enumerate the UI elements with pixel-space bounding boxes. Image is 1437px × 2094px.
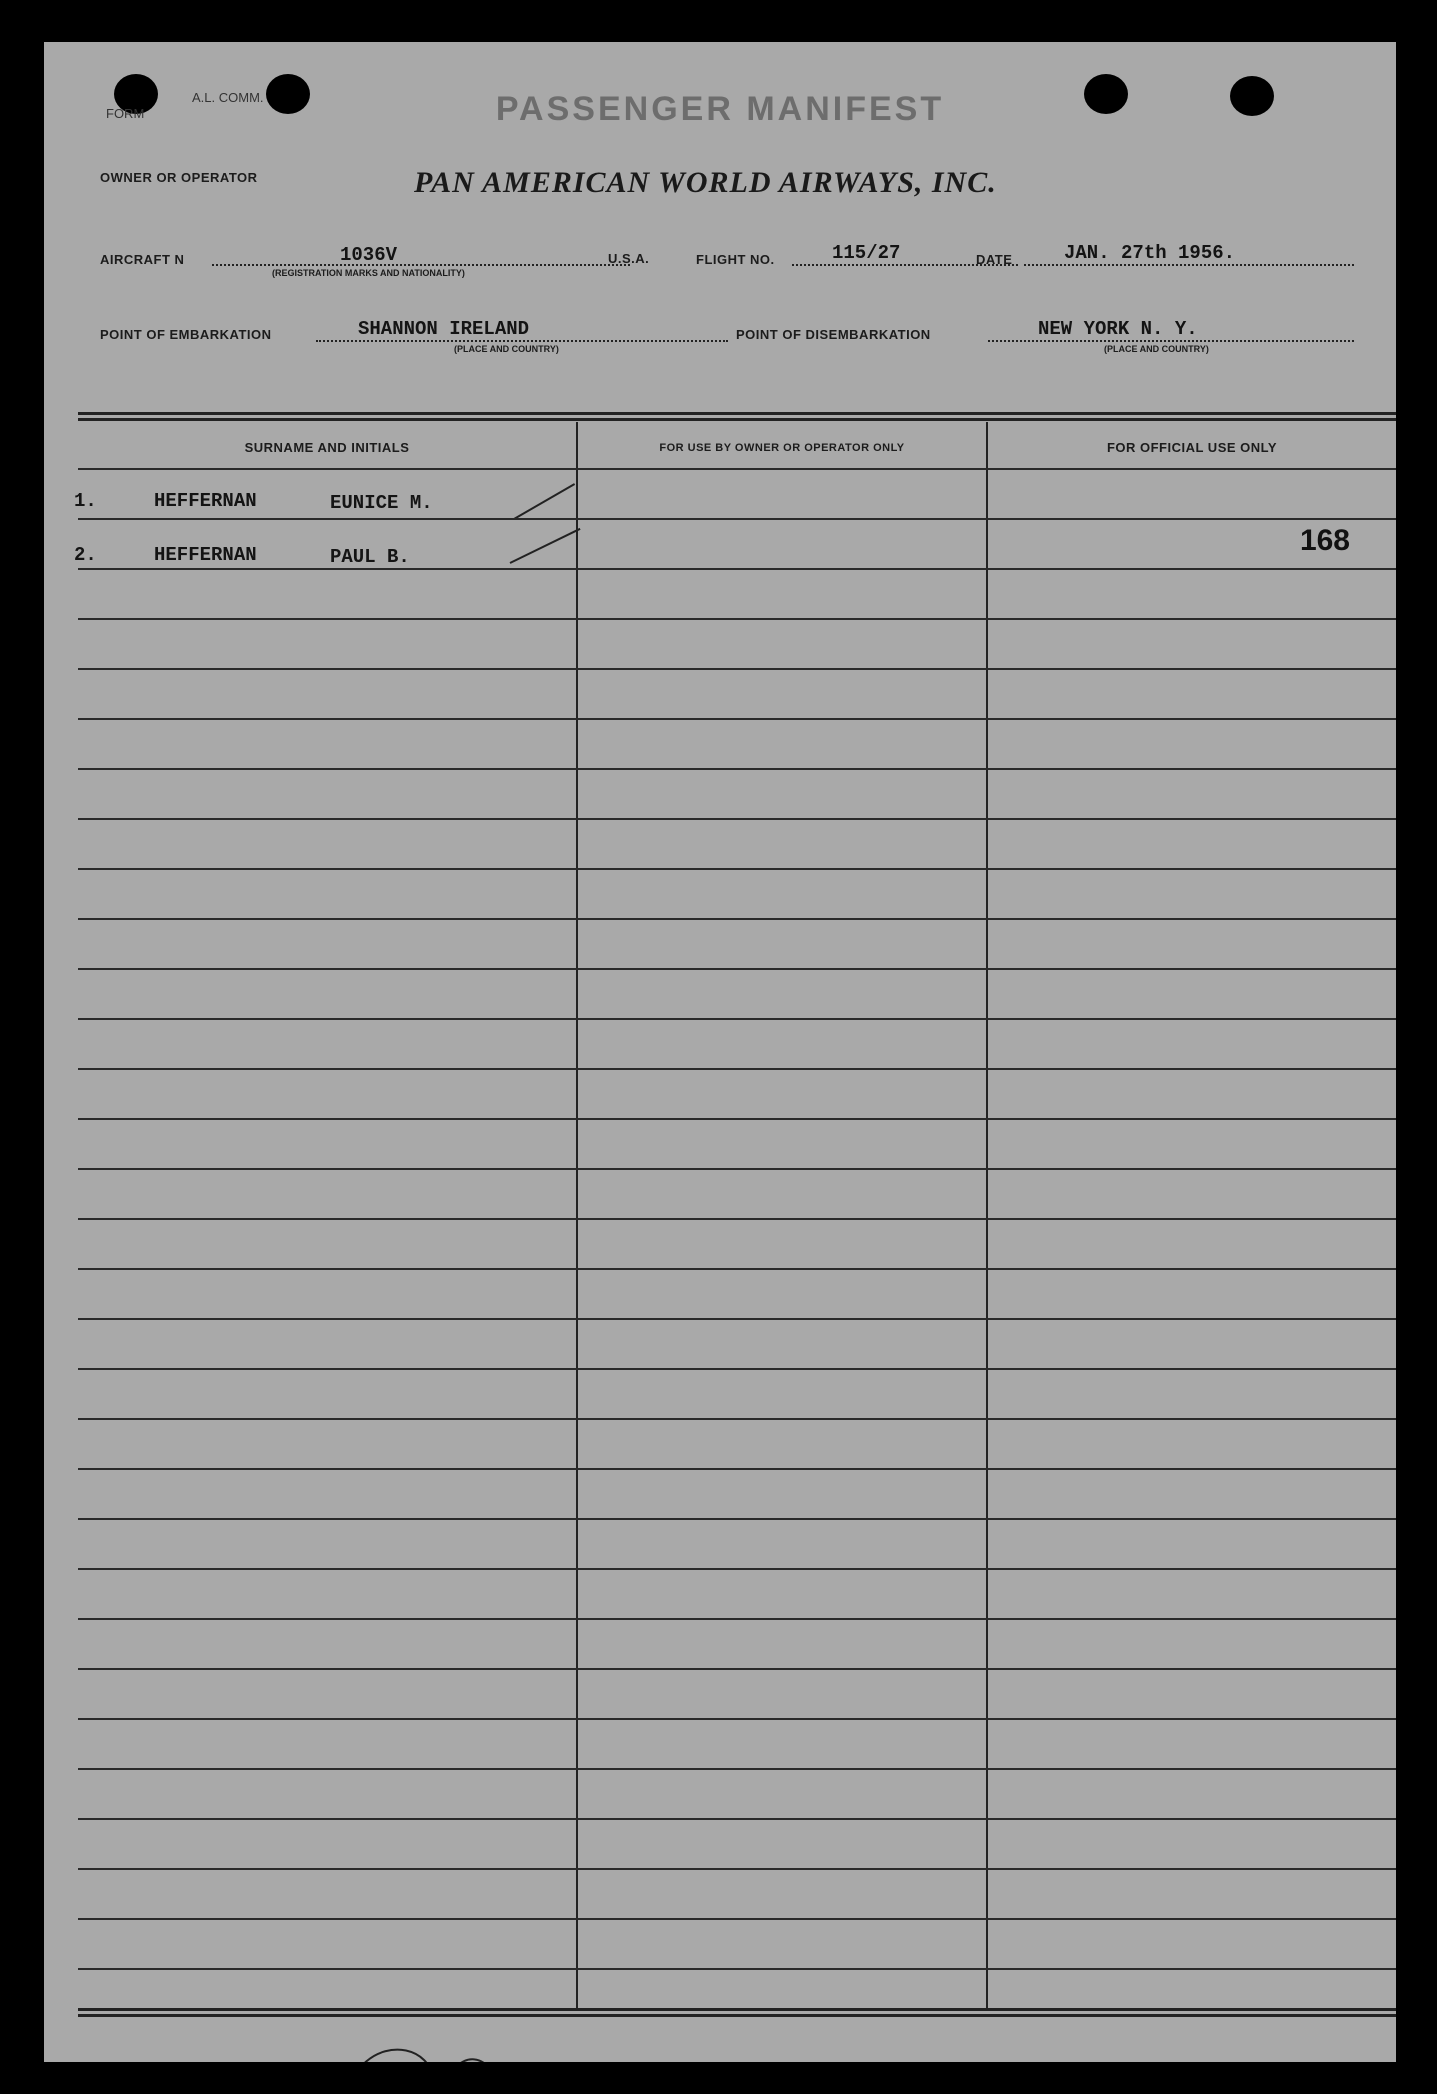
disembarkation-underline (988, 340, 1354, 342)
operator-name: PAN AMERICAN WORLD AIRWAYS, INC. (414, 166, 997, 199)
aircraft-sublabel: (REGISTRATION MARKS AND NATIONALITY) (272, 268, 465, 278)
page-title: PASSENGER MANIFEST (495, 90, 945, 128)
stamp-line-1: A.L. COMM. (192, 90, 264, 105)
col-header-names: SURNAME AND INITIALS (244, 440, 410, 455)
table-row-rule (78, 568, 1396, 570)
table-row-rule (78, 1268, 1396, 1270)
table-row-rule (78, 1818, 1396, 1820)
header-row-rule (78, 468, 1396, 470)
passenger-surname: HEFFERNAN (154, 544, 257, 566)
aircraft-registration: 1036V (340, 244, 398, 266)
table-row-rule (78, 1168, 1396, 1170)
table-row-rule (78, 1668, 1396, 1670)
flight-number: 115/27 (832, 242, 901, 264)
manifest-sheet (44, 42, 1396, 2062)
flight-label: FLIGHT NO. (696, 252, 775, 267)
col-header-official-use: FOR OFFICIAL USE ONLY (1106, 440, 1278, 455)
table-row-rule (78, 1418, 1396, 1420)
table-row-rule (78, 1368, 1396, 1370)
embarkation-value: SHANNON IRELAND (358, 318, 530, 340)
date-label: DATE (976, 252, 1013, 267)
table-row-rule (78, 1468, 1396, 1470)
official-number: 168 (1299, 524, 1350, 557)
header-divider (78, 418, 1396, 421)
aircraft-label: AIRCRAFT N (100, 252, 185, 267)
country-label: U.S.A. (608, 251, 650, 266)
table-row-rule (78, 668, 1396, 670)
embarkation-sublabel: (PLACE AND COUNTRY) (454, 344, 559, 354)
flight-date: JAN. 27th 1956. (1064, 242, 1236, 264)
passenger-initials: EUNICE M. (330, 492, 433, 514)
table-row-rule (78, 618, 1396, 620)
disembarkation-value: NEW YORK N. Y. (1038, 318, 1198, 340)
table-row-rule (78, 718, 1396, 720)
table-row-rule (78, 1568, 1396, 1570)
table-row-rule (78, 1318, 1396, 1320)
table-row-rule (78, 818, 1396, 820)
column-divider (986, 422, 988, 2010)
passenger-initials: PAUL B. (330, 546, 410, 568)
table-row-rule (78, 968, 1396, 970)
table-row-rule (78, 1068, 1396, 1070)
table-row-rule (78, 918, 1396, 920)
row-number: 2. (74, 544, 97, 566)
embarkation-underline (316, 340, 728, 342)
table-row-rule (78, 1768, 1396, 1770)
stamp-line-2: FORM (106, 106, 145, 121)
disembarkation-sublabel: (PLACE AND COUNTRY) (1104, 344, 1209, 354)
owner-label: OWNER OR OPERATOR (100, 170, 258, 185)
table-row-rule (78, 1118, 1396, 1120)
table-row-rule (78, 768, 1396, 770)
column-divider (576, 422, 578, 2010)
aircraft-underline (212, 264, 630, 266)
check-mark (514, 483, 576, 520)
table-row-rule (78, 1968, 1396, 1970)
footer-divider (78, 2014, 1396, 2017)
disembarkation-label: POINT OF DISEMBARKATION (736, 327, 931, 342)
header-divider (78, 412, 1396, 415)
table-row-rule (78, 1018, 1396, 1020)
footer-divider (78, 2008, 1396, 2011)
table-row-rule (78, 868, 1396, 870)
table-row-rule (78, 1918, 1396, 1920)
col-header-owner-use: FOR USE BY OWNER OR OPERATOR ONLY (659, 442, 905, 454)
table-row-rule (78, 1868, 1396, 1870)
date-underline (1024, 264, 1354, 266)
embarkation-label: POINT OF EMBARKATION (100, 327, 272, 342)
row-number: 1. (74, 490, 97, 512)
signature-mark (344, 2030, 534, 2062)
table-row-rule (78, 1218, 1396, 1220)
table-row-rule (78, 518, 1396, 520)
table-row-rule (78, 1718, 1396, 1720)
table-row-rule (78, 1518, 1396, 1520)
check-mark (510, 528, 581, 564)
table-row-rule (78, 1618, 1396, 1620)
passenger-surname: HEFFERNAN (154, 490, 257, 512)
